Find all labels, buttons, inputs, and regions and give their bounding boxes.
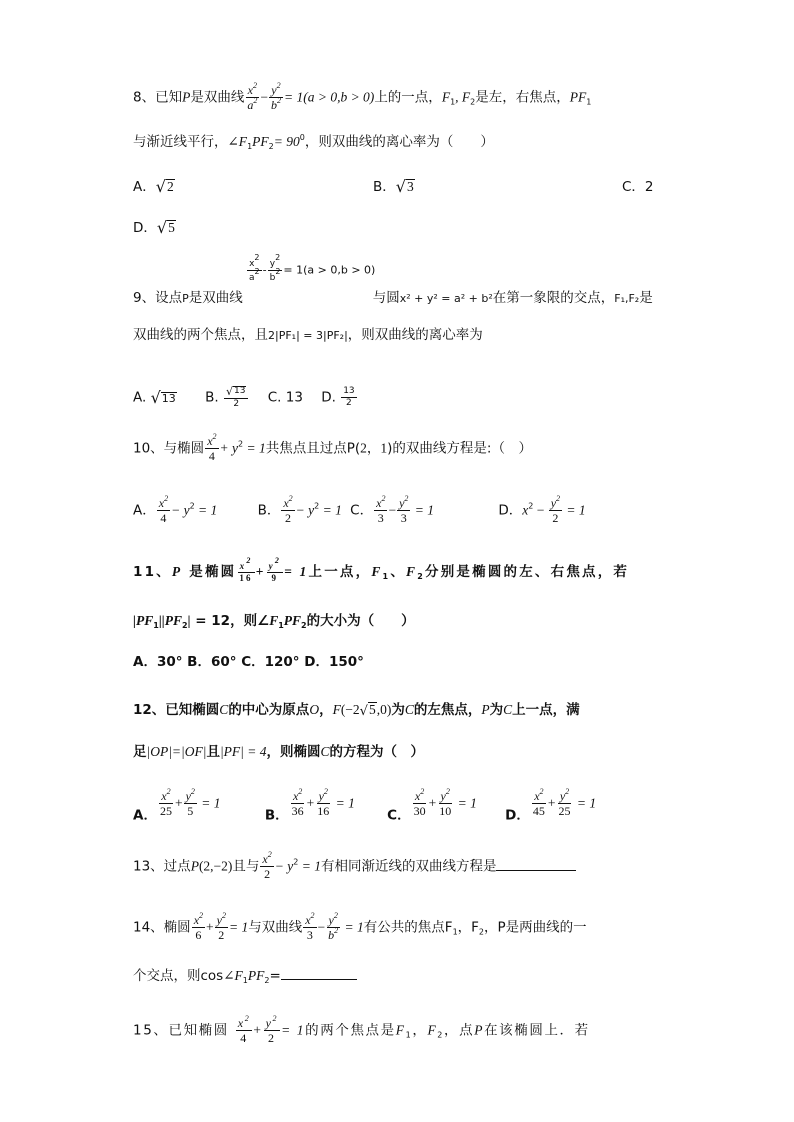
q13-answer-blank[interactable]: [496, 870, 576, 871]
q14-answer-blank[interactable]: [281, 979, 357, 980]
q10-line-1: 10、与椭圆 $\frac{x^2}{4}$ + $y^2 = 1$共焦点且过点P(2，1)的双曲线方程是:（ ）: [133, 432, 532, 463]
q15-line-1: 15、已知椭圆 $\frac{x^2}{4}$ + $\frac{y^2}{2}$ = 1的两个焦点是$F_1$，$F_2$，点P在该椭圆上．若: [133, 1014, 590, 1045]
q9-hyperbola-equation: $\frac{x^2}{a^2}$ - $\frac{y^2}{b^2}$ = 1(a > 0,b > 0): [249, 253, 376, 283]
q11-options: A．30° B．60° C．120° D．150°: [133, 654, 364, 670]
q10-options: A． $\frac{x^2}{4}$ − $y^2 = 1$ B． $\frac{x^2}{2}$ − $y^2 = 1$ C． $\frac{x^2}{3}$ − $\frac{y^2}{3}$ = 1 D．$x^2$ − $\frac{y^2}{2}$ = 1: [133, 494, 586, 525]
q9-line-2: 双曲线的两个焦点，且2|PF₁| = 3|PF₂|，则双曲线的离心率为: [133, 327, 483, 343]
q14-line-1: 14、椭圆 $\frac{x^2}{6}$ + $\frac{y^2}{2}$ = 1与双曲线 $\frac{x^2}{3}$ − $\frac{y^2}{b^2}$ = 1有公共的焦点$F_1$，$F_2$，P是两曲线的一: [133, 911, 587, 942]
q11-line-1: 11、P 是椭圆 $\frac{x^2}{16}$ + $\frac{y^2}{9}$ = 1上一点，$F_1$、$F_2$分别是椭圆的左、右焦点，若: [133, 556, 630, 583]
q8-line-1: 8、已知P是双曲线 $\frac{x^2}{a^2}$ − $\frac{y^2}{b^2}$ = 1(a > 0,b > 0)上的一点，$F_1$, $F_2$是左，右焦点，$PF_1$: [133, 81, 592, 112]
q9-options: A. √ 13 B. √ 13 2 C. 13 D. $\frac{13}{2}$: [133, 385, 355, 409]
q14-line-2: 个交点，则$\cos\angle F_1PF_2=$: [133, 966, 357, 986]
q8-option-d: D． √ 5: [133, 218, 175, 237]
q12-options: A． $\frac{x^2}{25}$ + $\frac{y^2}{5}$ = 1 B． $\frac{x^2}{36}$ + $\frac{y^2}{16}$ = 1 C． $\frac{x^2}{30}$ + $\frac{y^2}{10}$ = 1 D． $\frac{x^2}{45}$ + $\frac{y^2}{25}$ = 1: [133, 787, 597, 824]
q8-option-a: A． √ 2: [133, 177, 174, 196]
q8-option-b: B． √ 3: [373, 177, 414, 196]
q12-line-2: 足|OP|=|OF|且|PF| = 4，则椭圆C的方程为（ ）: [133, 744, 424, 760]
q9-line-1: 9、设点P是双曲线 与圆x² + y² = a² + b²在第一象限的交点，F₁,F₂是: [133, 290, 653, 306]
q12-line-1: 12、已知椭圆C的中心为原点O，F(−2 √ 5 ,0)为C的左焦点，P为C上一点，满: [133, 702, 580, 719]
q8-line-2: 与渐近线平行，$\angle F_1PF_2= 90^0$，则双曲线的离心率为（ ）: [133, 133, 494, 151]
q13-line-1: 13、过点P(2,−2)且与 $\frac{x^2}{2}$ − $y^2 = 1$有相同渐近线的双曲线方程是: [133, 853, 576, 880]
q8-option-c: C．2: [622, 179, 654, 195]
q11-line-2: $|PF_1||PF_2| = 12$，则$\angle F_1PF_2$的大小为（ ）: [133, 613, 415, 630]
